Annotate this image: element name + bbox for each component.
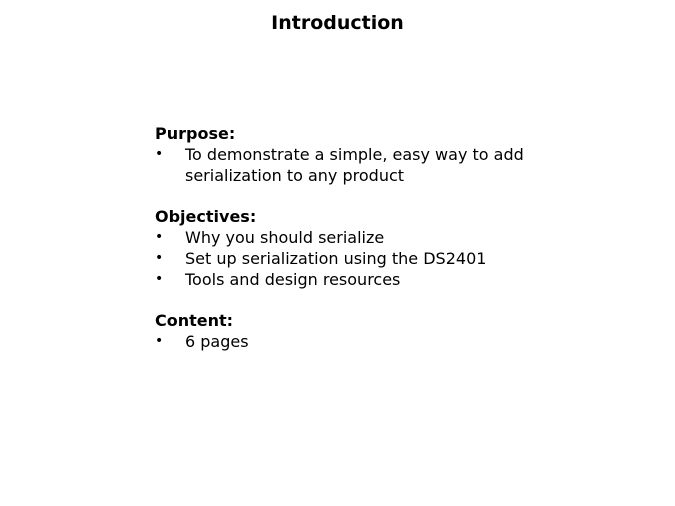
bullet-text: Why you should serialize	[185, 228, 385, 247]
bullet-icon: •	[155, 333, 164, 349]
section-objectives	[155, 206, 575, 290]
bullet-text: Tools and design resources	[185, 270, 401, 289]
section-heading: Objectives:	[155, 207, 257, 226]
slide-body	[155, 123, 575, 372]
bullet-icon: •	[155, 229, 164, 245]
bullet-list	[155, 144, 575, 186]
bullet-text: Set up serialization using the DS2401	[185, 249, 487, 268]
bullet-list	[155, 227, 575, 290]
slide-title: Introduction	[271, 12, 404, 34]
bullet-item	[155, 248, 575, 269]
section-heading: Purpose:	[155, 124, 236, 143]
bullet-item	[155, 144, 575, 186]
bullet-icon: •	[155, 250, 164, 266]
bullet-item	[155, 269, 575, 290]
bullet-icon: •	[155, 271, 164, 287]
section-content	[155, 310, 575, 352]
bullet-icon: •	[155, 146, 164, 162]
bullet-item	[155, 331, 575, 352]
bullet-item	[155, 227, 575, 248]
section-purpose	[155, 123, 575, 186]
bullet-list	[155, 331, 575, 352]
bullet-text: To demonstrate a simple, easy way to add serialization to any product	[185, 145, 524, 185]
bullet-text: 6 pages	[185, 332, 249, 351]
section-heading: Content:	[155, 311, 234, 330]
